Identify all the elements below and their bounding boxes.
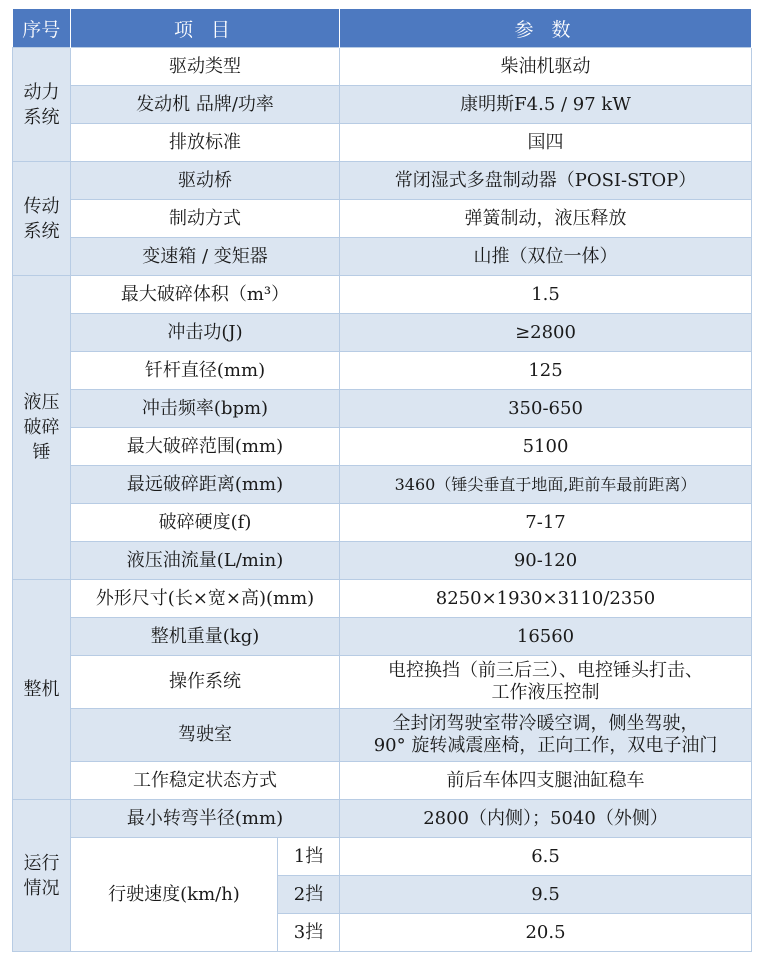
- row-item: 驾驶室: [71, 709, 340, 762]
- gear-value: 20.5: [340, 914, 752, 952]
- table-row: [13, 618, 752, 656]
- row-value: 5100: [340, 428, 752, 466]
- row-item: 液压油流量(L/min): [71, 542, 340, 580]
- gear-value: 6.5: [340, 838, 752, 876]
- row-item: 最大破碎范围(mm): [71, 428, 340, 466]
- table-row: [13, 542, 752, 580]
- row-value: 国四: [340, 124, 752, 162]
- row-value-line: 工作液压控制: [491, 682, 600, 703]
- row-value: 山推（双位一体）: [340, 238, 752, 276]
- row-item: 钎杆直径(mm): [71, 352, 340, 390]
- spec-table: [12, 9, 752, 952]
- row-item: 最小转弯半径(mm): [71, 800, 340, 838]
- table-row: [13, 352, 752, 390]
- category-power: 动力系统: [13, 48, 71, 162]
- row-item: 冲击功(J): [71, 314, 340, 352]
- row-value: 前后车体四支腿油缸稳车: [340, 762, 752, 800]
- row-value-line: 90° 旋转减震座椅，正向工作，双电子油门: [373, 735, 718, 756]
- table-row: [13, 656, 752, 709]
- table-row: [13, 428, 752, 466]
- table-row: [13, 504, 752, 542]
- table-row: [13, 238, 752, 276]
- row-item: 工作稳定状态方式: [71, 762, 340, 800]
- row-item: 破碎硬度(f): [71, 504, 340, 542]
- row-value: 7-17: [340, 504, 752, 542]
- row-item: 最大破碎体积（m³）: [71, 276, 340, 314]
- table-row: [13, 390, 752, 428]
- row-value: 16560: [340, 618, 752, 656]
- gear-label: 1挡: [278, 838, 340, 876]
- row-item: 变速箱 / 变矩器: [71, 238, 340, 276]
- row-value: ≥2800: [340, 314, 752, 352]
- header-no: 序号: [13, 9, 71, 48]
- row-item: 操作系统: [71, 656, 340, 709]
- row-value: 2800（内侧）；5040（外侧）: [340, 800, 752, 838]
- category-operation: 运行情况: [13, 800, 71, 952]
- table-row: [13, 762, 752, 800]
- row-value: [340, 709, 752, 762]
- table-row: [13, 200, 752, 238]
- row-value: 8250×1930×3110/2350: [340, 580, 752, 618]
- row-item: 驱动桥: [71, 162, 340, 200]
- table-row: [13, 276, 752, 314]
- gear-label: 2挡: [278, 876, 340, 914]
- row-item: 排放标准: [71, 124, 340, 162]
- gear-value: 9.5: [340, 876, 752, 914]
- row-value: 康明斯F4.5 / 97 kW: [340, 86, 752, 124]
- gear-label: 3挡: [278, 914, 340, 952]
- table-row: [13, 800, 752, 838]
- row-value: 125: [340, 352, 752, 390]
- table-row: [13, 124, 752, 162]
- row-value: 1.5: [340, 276, 752, 314]
- header-item: 项 目: [71, 9, 340, 48]
- row-value: 常闭湿式多盘制动器（POSI-STOP）: [340, 162, 752, 200]
- table-row: [13, 580, 752, 618]
- table-row: [13, 466, 752, 504]
- table-row: [13, 48, 752, 86]
- table-row: [13, 162, 752, 200]
- row-value: 350-650: [340, 390, 752, 428]
- table-row: [13, 314, 752, 352]
- row-value-line: 全封闭驾驶室带冷暖空调，侧坐驾驶，: [392, 713, 699, 734]
- header-param: 参 数: [340, 9, 752, 48]
- row-value-line: 电控换挡（前三后三）、电控锤头打击、: [388, 660, 704, 681]
- category-machine: 整机: [13, 580, 71, 800]
- row-item: 整机重量(kg): [71, 618, 340, 656]
- row-value: 柴油机驱动: [340, 48, 752, 86]
- row-item: 最远破碎距离(mm): [71, 466, 340, 504]
- table-row: [13, 838, 752, 876]
- row-value: 弹簧制动，液压释放: [340, 200, 752, 238]
- row-item: 发动机 品牌/功率: [71, 86, 340, 124]
- table-row: [13, 709, 752, 762]
- row-item: 驱动类型: [71, 48, 340, 86]
- category-transmission: 传动系统: [13, 162, 71, 276]
- row-value: [340, 656, 752, 709]
- table-row: [13, 86, 752, 124]
- row-value: 90-120: [340, 542, 752, 580]
- category-hammer: 液压破碎锤: [13, 276, 71, 580]
- header-row: [13, 9, 752, 48]
- row-item: 外形尺寸(长×宽×高)(mm): [71, 580, 340, 618]
- row-item: 冲击频率(bpm): [71, 390, 340, 428]
- speed-item: 行驶速度(km/h): [71, 838, 278, 952]
- row-value: 3460（锤尖垂直于地面,距前车最前距离）: [340, 466, 752, 504]
- row-item: 制动方式: [71, 200, 340, 238]
